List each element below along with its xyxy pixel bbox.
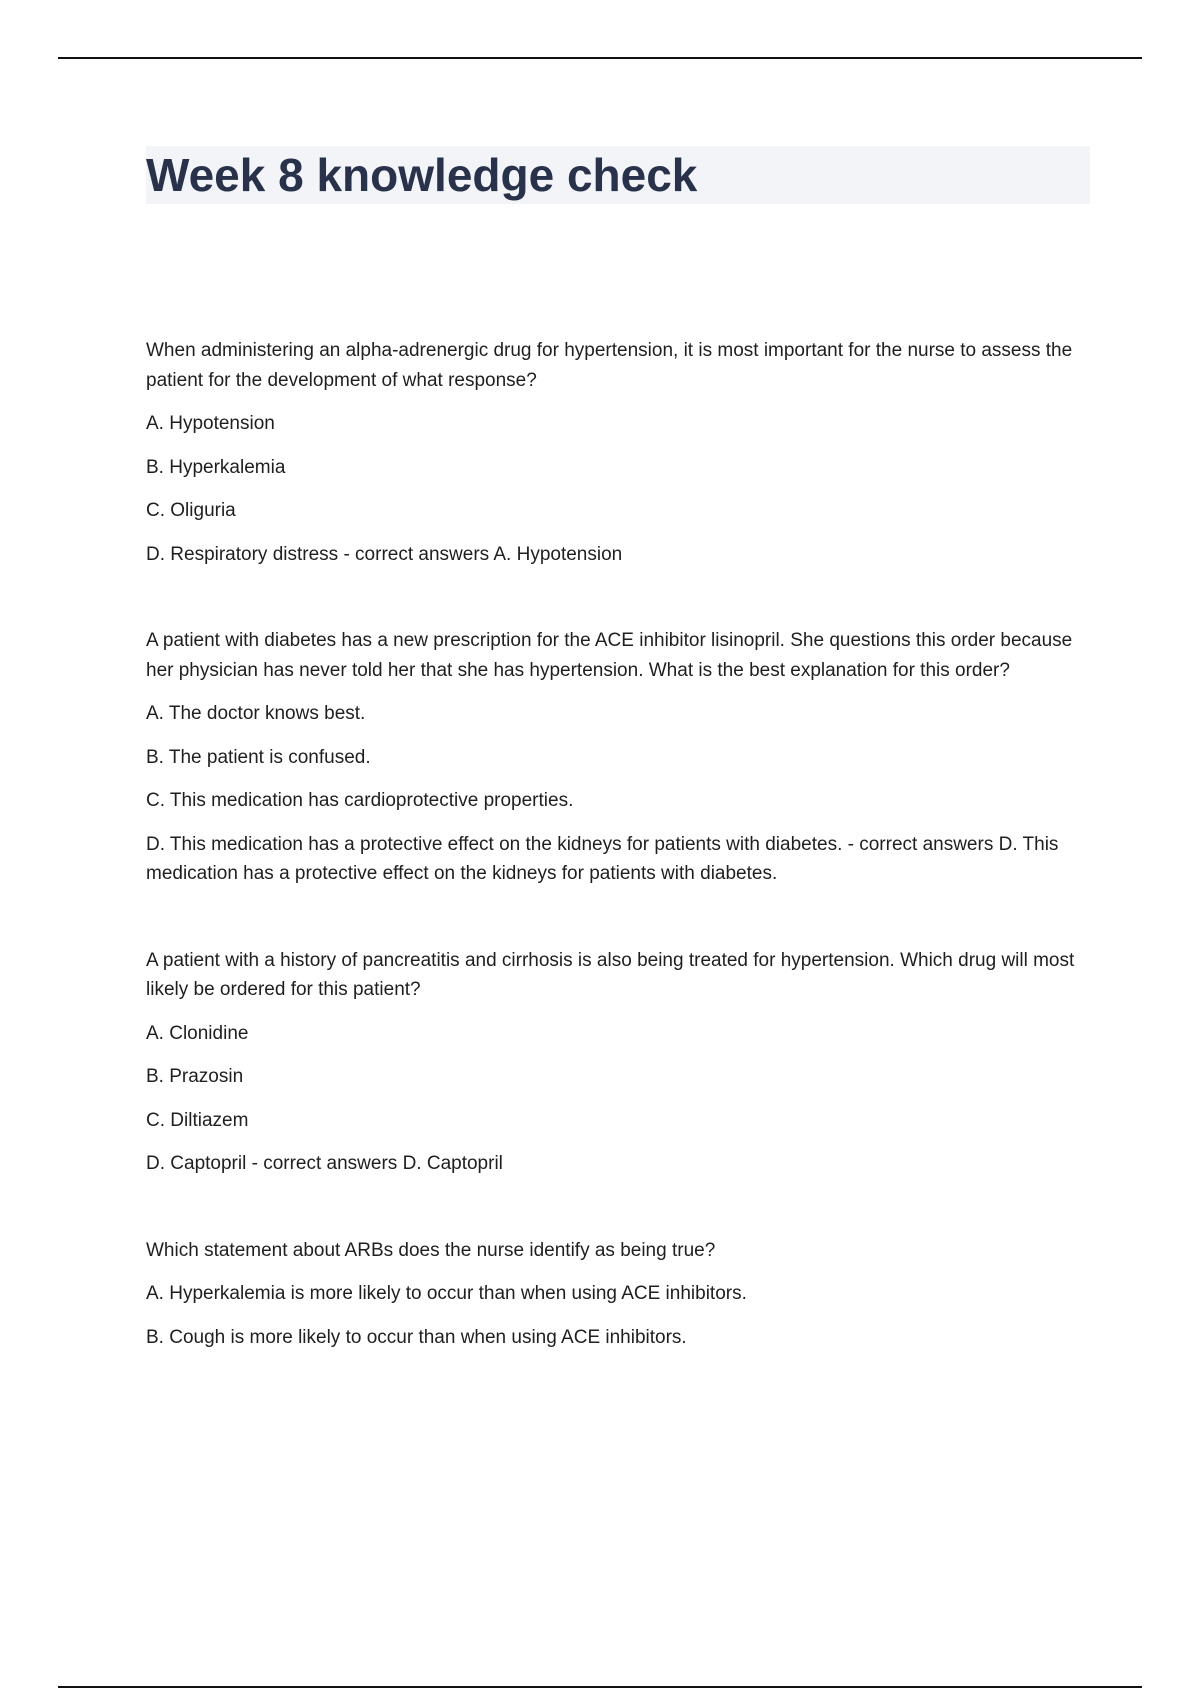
answer-option: B. Hyperkalemia — [146, 456, 286, 478]
question-text: Which statement about ARBs does the nurse identify as being true? — [146, 1239, 716, 1261]
answer-option: D. Respiratory distress - correct answers A. Hypotension — [146, 543, 623, 565]
question-block-3 — [146, 946, 1084, 1179]
answer-option: C. Diltiazem — [146, 1109, 249, 1131]
document-body — [146, 336, 1084, 1352]
answer-option: A. Hyperkalemia is more likely to occur than when using ACE inhibitors. — [146, 1283, 747, 1304]
question-text: When administering an alpha-adrenergic drug for hypertension, it is most important for the nurse to assess the patient for the development of what response? — [146, 340, 1073, 391]
answer-option: D. Captopril - correct answers D. Captopril — [146, 1153, 503, 1174]
answer-option: C. Oliguria — [146, 500, 236, 521]
question-block-4 — [146, 1236, 1084, 1353]
answer-option: B. Cough is more likely to occur than when using ACE inhibitors. — [146, 1326, 687, 1348]
question-text: A patient with a history of pancreatitis and cirrhosis is also being treated for hypertension. Which drug will most likely be ordered for this patient? — [146, 949, 1075, 1000]
answer-option: A. Clonidine — [146, 1022, 249, 1044]
bottom-divider — [58, 1686, 1142, 1688]
answer-option: B. Prazosin — [146, 1066, 244, 1087]
answer-option: C. This medication has cardioprotective properties. — [146, 790, 574, 811]
question-block-1 — [146, 336, 1084, 569]
question-text: A patient with diabetes has a new prescription for the ACE inhibitor lisinopril. She questions this order because her physician has never told her that she has hypertension. What is the best explanation for this order? — [146, 630, 1073, 681]
answer-option: A. The doctor knows best. — [146, 703, 366, 724]
answer-option: B. The patient is confused. — [146, 746, 371, 768]
answer-option: D. This medication has a protective effect on the kidneys for patients with diabetes. - correct answers D. This medication has a protective effect on the kidneys for patients with diabetes. — [146, 833, 1059, 884]
page-title: Week 8 knowledge check — [146, 149, 698, 201]
top-divider — [58, 57, 1142, 59]
question-block-2 — [146, 626, 1084, 889]
answer-option: A. Hypotension — [146, 413, 275, 434]
